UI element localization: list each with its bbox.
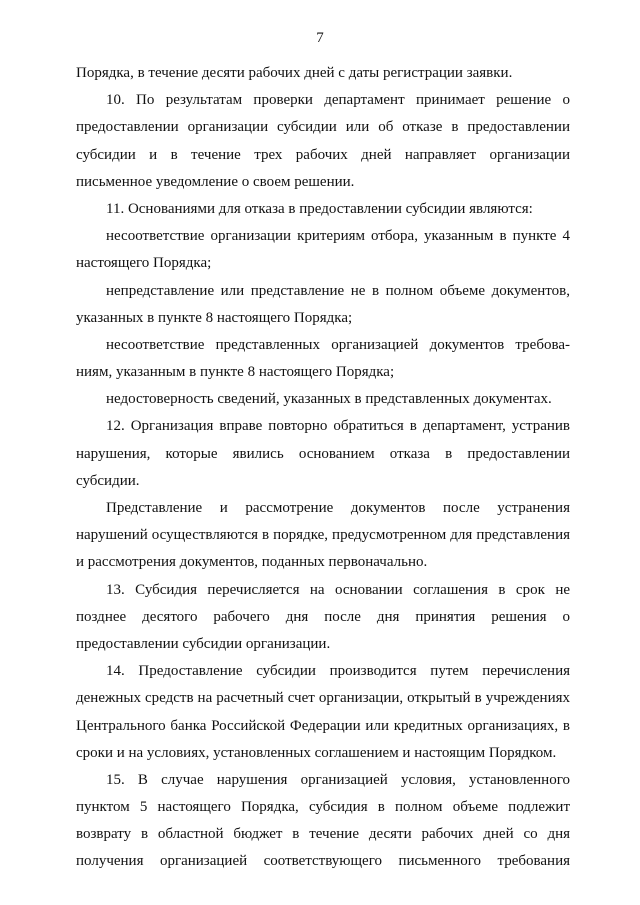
paragraph-p10 <box>76 87 570 196</box>
paragraph-p15 <box>76 767 570 876</box>
text-line: предоставлении субсидии организации. <box>76 635 331 652</box>
document-body <box>76 60 570 876</box>
text-line: получения организацией соответствующего письменного требования <box>76 853 570 870</box>
text-line: письменное уведомление о своем решении. <box>76 173 355 190</box>
paragraph-p11 <box>76 196 570 223</box>
text-line: 12. Организация вправе повторно обратиться в департамент, устранив <box>106 418 570 435</box>
text-line: 10. По результатам проверки департамент принимает решение о <box>106 92 570 109</box>
paragraph-p14 <box>76 658 570 767</box>
text-line: 14. Предоставление субсидии производится путем перечисления <box>106 663 570 680</box>
text-line: ниям, указанным в пункте 8 настоящего Порядка; <box>76 364 395 381</box>
text-line: пунктом 5 настоящего Порядка, субсидия в полном объеме подлежит <box>76 799 570 816</box>
text-line: и рассмотрения документов, поданных первоначально. <box>76 554 428 571</box>
paragraph-p-cont <box>76 60 570 87</box>
text-line: 11. Основаниями для отказа в предоставлении субсидии являются: <box>106 200 533 217</box>
paragraph-p11d <box>76 386 570 413</box>
text-line: 15. В случае нарушения организацией условия, установленного <box>106 771 570 788</box>
text-line: нарушений осуществляются в порядке, предусмотренном для представления <box>76 527 570 544</box>
paragraph-p13 <box>76 577 570 659</box>
text-line: несоответствие организации критериям отбора, указанным в пункте 4 <box>106 228 570 245</box>
text-line: Центрального банка Российской Федерации или кредитных организациях, в <box>76 717 570 734</box>
paragraph-p12b <box>76 495 570 577</box>
paragraph-p11a <box>76 223 570 277</box>
text-line: возврату в областной бюджет в течение десяти рабочих дней со дня <box>76 826 570 843</box>
paragraph-p12 <box>76 413 570 495</box>
text-line: Представление и рассмотрение документов после устранения <box>106 500 570 516</box>
paragraph-p11b <box>76 278 570 332</box>
text-line: Порядка, в течение десяти рабочих дней с даты регистрации заявки. <box>76 65 513 81</box>
text-line: непредставление или представление не в полном объеме документов, <box>106 282 570 299</box>
page-number: 7 <box>316 30 324 46</box>
text-line: денежных средств на расчетный счет организации, открытый в учреждениях <box>76 690 570 707</box>
text-line: указанных в пункте 8 настоящего Порядка; <box>76 309 353 326</box>
text-line: несоответствие представленных организацией документов требова- <box>106 336 570 353</box>
text-line: предоставлении организации субсидии или об отказе в предоставлении <box>76 119 570 136</box>
text-line: позднее десятого рабочего дня после дня принятия решения о <box>76 608 570 625</box>
text-line: 13. Субсидия перечисляется на основании соглашения в срок не <box>106 581 570 598</box>
text-line: нарушения, которые явились основанием отказа в предоставлении <box>76 445 570 462</box>
paragraph-p11c <box>76 332 570 386</box>
text-line: субсидии. <box>76 472 140 489</box>
text-line: недостоверность сведений, указанных в представленных документах. <box>106 391 552 408</box>
text-line: субсидии и в течение трех рабочих дней направляет организации <box>76 146 570 163</box>
text-line: настоящего Порядка; <box>76 255 212 272</box>
text-line: сроки и на условиях, установленных соглашением и настоящим Порядком. <box>76 744 557 761</box>
